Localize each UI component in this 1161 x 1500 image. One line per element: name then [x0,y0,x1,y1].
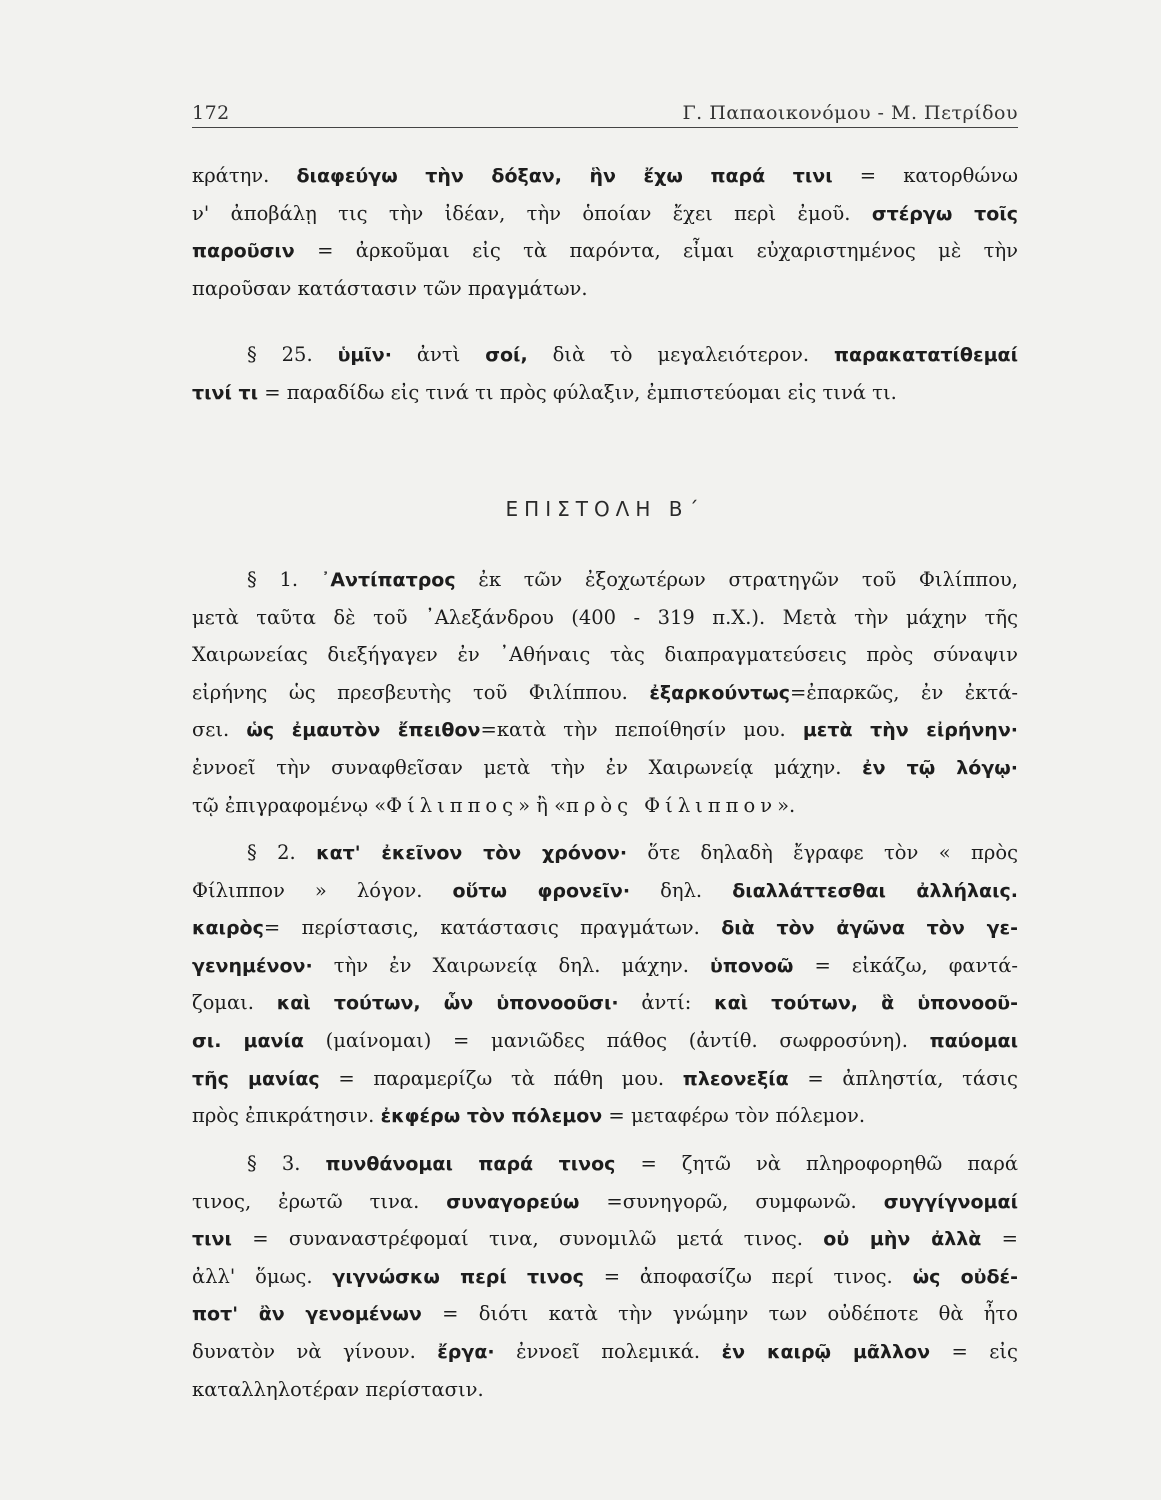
text-line: εἰρήνης ὡς πρεσβευτὴς τοῦ Φιλίππου. ἐξαρκούντως=ἐπαρκῶς, ἐν ἐκτά- [192,680,1018,704]
paragraph-section-2 [192,834,1018,1135]
paragraph-section-1 [192,561,1018,824]
text-line: παροῦσιν = ἀρκοῦμαι εἰς τὰ παρόντα, εἶμαι εὐχαριστημένος μὲ τὴν [192,239,1018,263]
text-line: § 2. κατ' ἐκεῖνον τὸν χρόνον· ὅτε δηλαδὴ ἔγραφε τὸν « πρὸς [247,841,1018,864]
paragraph-section-25 [192,336,1018,411]
page-number: 172 [192,102,230,124]
text-line: ν' ἀποβάλῃ τις τὴν ἰδέαν, τὴν ὁποίαν ἔχει περὶ ἐμοῦ. στέργω τοῖς [192,201,1019,225]
text-line: Φίλιππον » λόγον. οὕτω φρονεῖν· δηλ. διαλλάττεσθαι ἀλλήλαις. [192,878,1018,902]
text-line: Χαιρωνείας διεξήγαγεν ἐν ᾿Αθήναις τὰς διαπραγματεύσεις πρὸς σύναψιν [192,643,1018,667]
text-line: γενημένον· τὴν ἐν Χαιρωνείᾳ δηλ. μάχην. ὑπονοῶ = εἰκάζω, φαντά- [192,953,1018,977]
text-line: σει. ὡς ἐμαυτὸν ἔπειθον=κατὰ τὴν πεποίθησίν μου. μετὰ τὴν εἰρήνην· [192,718,1018,742]
text-line: § 1. ᾿Αντίπατρος ἐκ τῶν ἐξοχωτέρων στρατηγῶν τοῦ Φιλίππου, [247,568,1018,591]
text-line: τῷ ἐπιγραφομένῳ «Φίλιππος» ἢ «πρὸς Φίλιππον». [192,793,796,817]
text-line: ζομαι. καὶ τούτων, ὧν ὑπονοοῦσι· ἀντί: καὶ τούτων, ἃ ὑπονοοῦ- [192,991,1018,1015]
section-title: ΕΠΙΣΤΟΛΗ Β΄ [505,497,705,521]
text-line: καιρὸς= περίστασις, κατάστασις πραγμάτων. διὰ τὸν ἀγῶνα τὸν γε- [192,916,1018,940]
text-line: § 3. πυνθάνομαι παρά τινος = ζητῶ νὰ πληροφορηθῶ παρά [247,1152,1018,1175]
text-line: τινί τι = παραδίδω εἰς τινά τι πρὸς φύλαξιν, ἐμπιστεύομαι εἰς τινά τι. [192,380,897,404]
text-line: κράτην. διαφεύγω τὴν δόξαν, ἣν ἔχω παρά τινι = κατορθώνω [192,164,1018,187]
paragraph-continuation [192,157,1018,307]
text-line: δυνατὸν νὰ γίνουν. ἔργα· ἐννοεῖ πολεμικά. ἐν καιρῷ μᾶλλον = εἰς [192,1339,1018,1363]
text-line: ἀλλ' ὅμως. γιγνώσκω περί τινος = ἀποφασίζω περί τινος. ὡς οὐδέ- [192,1264,1018,1288]
text-line: καταλληλοτέραν περίστασιν. [192,1377,484,1401]
header-rule [192,127,1018,128]
text-line: μετὰ ταῦτα δὲ τοῦ ᾿Αλεξάνδρου (400 - 319 π.Χ.). Μετὰ τὴν μάχην τῆς [192,605,1018,629]
running-header [192,102,1018,124]
text-line: τινι = συναναστρέφομαί τινα, συνομιλῶ μετά τινος. οὐ μὴν ἀλλὰ = [192,1227,1018,1251]
paragraph-section-3 [192,1145,1018,1408]
text-line: τινος, ἐρωτῶ τινα. συναγορεύω =συνηγορῶ, συμφωνῶ. συγγίγνομαί [192,1189,1018,1213]
text-line: πρὸς ἐπικράτησιν. ἐκφέρω τὸν πόλεμον = μεταφέρω τὸν πόλεμον. [192,1104,866,1128]
text-line: τῆς μανίας = παραμερίζω τὰ πάθη μου. πλεονεξία = ἀπληστία, τάσις [192,1066,1018,1090]
text-line: παροῦσαν κατάστασιν τῶν πραγμάτων. [192,276,588,300]
text-line: ποτ' ἂν γενομένων = διότι κατὰ τὴν γνώμην των οὐδέποτε θὰ ἦτο [192,1302,1018,1326]
text-line: σι. μανία (μαίνομαι) = μανιῶδες πάθος (ἀντίθ. σωφροσύνη). παύομαι [192,1028,1018,1052]
text-line: ἐννοεῖ τὴν συναφθεῖσαν μετὰ τὴν ἐν Χαιρωνείᾳ μάχην. ἐν τῷ λόγῳ· [192,755,1019,779]
text-line: § 25. ὑμῖν· ἀντὶ σοί, διὰ τὸ μεγαλειότερον. παρακατατίθεμαί [247,343,1018,366]
running-title: Γ. Παπαοικονόμου - Μ. Πετρίδου [682,102,1018,124]
